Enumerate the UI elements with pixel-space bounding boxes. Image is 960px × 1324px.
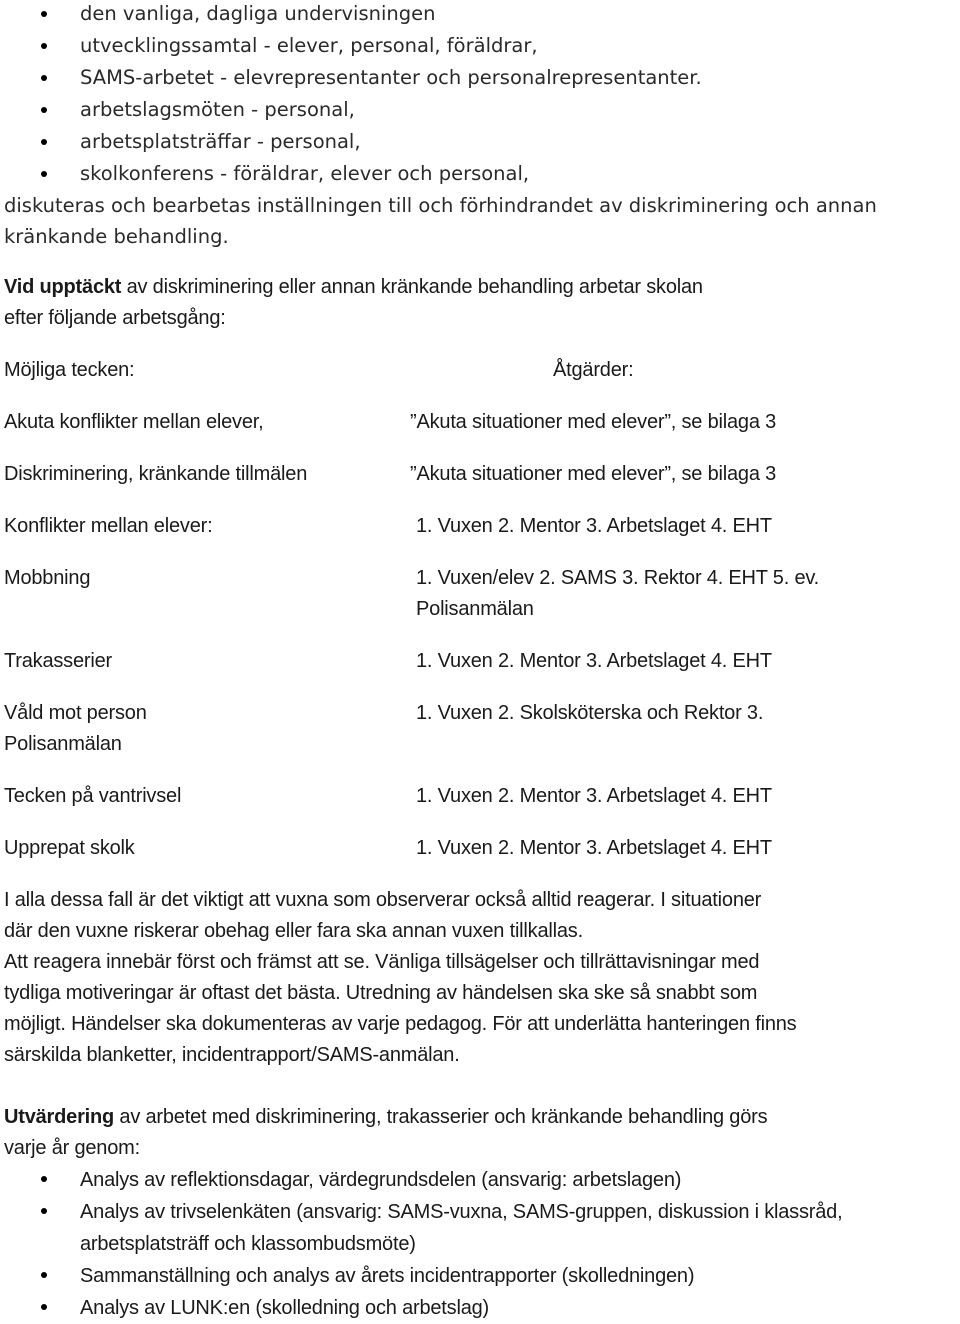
bullet-icon bbox=[41, 1272, 47, 1278]
bullet-icon bbox=[41, 107, 47, 113]
bullet-icon bbox=[41, 171, 47, 177]
header-signs: Möjliga tecken: bbox=[4, 359, 135, 381]
bullet-icon bbox=[41, 43, 47, 49]
header-actions: Åtgärder: bbox=[553, 359, 634, 381]
bullet-icon bbox=[41, 1208, 47, 1214]
top-section bbox=[0, 0, 960, 248]
bullet-icon bbox=[41, 1176, 47, 1182]
list-item: arbetsplatsträffar - personal, bbox=[0, 128, 960, 160]
bullet-icon bbox=[41, 1304, 47, 1310]
bullet-icon bbox=[41, 139, 47, 145]
evaluation-paragraph: Utvärdering av arbetet med diskriminering, trakasserier och kränkande behandling görs varje år genom: bbox=[4, 1106, 768, 1159]
bullet-icon bbox=[41, 75, 47, 81]
list-item: SAMS-arbetet - elevrepresentanter och personalrepresentanter. bbox=[0, 64, 960, 96]
list-item: utvecklingssamtal - elever, personal, föräldrar, bbox=[0, 32, 960, 64]
list-item: den vanliga, dagliga undervisningen bbox=[0, 0, 960, 32]
list-item: skolkonferens - föräldrar, elever och personal, bbox=[0, 160, 960, 192]
reaction-paragraph: I alla dessa fall är det viktigt att vuxna som observerar också alltid reagerar. I situationer där den vuxne riskerar obehag eller fara ska annan vuxen tillkallas. Att reagera innebär först och främst att se. Vänliga tillsägelser och tillrättavisningar med tydliga motiveringar är oftast det bästa. Utredning av händelsen ska ske så snabbt som möjligt. Händelser ska dokumenteras av varje pedagog. För att underlätta hanteringen finns särskilda blanketter, incidentrapport/SAMS-anmälan. bbox=[4, 889, 797, 1066]
document-page: den vanliga, dagliga undervisningen utvecklingssamtal - elever, personal, föräldrar, SAMS-arbetet - elevrepresentanter och personalrepresentanter. arbetslagsmöten - personal, arbetsplatsträffar - personal, skolkonferens - föräldrar, elever och personal, diskuteras och bearbetas inställningen till och förhindrandet av diskriminering och annan kränkande behandling. Vid upptäckt av diskriminering eller annan kränkande behandling arbetar skolan efter följande arbetsgång: Möjliga tecken: Åtgärder: Akuta konflikter mellan elever, ”Akuta situationer med elever”, se bilaga 3 Diskriminering, kränkande tillmälen ”Akuta situationer med elever”, se bilaga 3 Konflikter mellan elever: 1. Vuxen 2. Mentor 3. Arbetslaget 4. EHT Mobbning 1. Vuxen/elev 2. SAMS 3. Rektor 4. EHT 5. ev. Polisanmälan Trakasserier 1. Vuxen 2. Mentor 3. Arbetslaget 4. EHT Våld mot person Polisanmälan 1. Vuxen 2. Skolsköterska och Rektor 3. Tecken på vantrivsel 1. Vuxen 2. Mentor 3. Arbetslaget 4. EHT Upprepat skolk 1. Vuxen 2. Mentor 3. Arbetslaget 4. EHT I alla dessa fall är det viktigt att vuxna som observerar också alltid reagerar. I situationer där den vuxne riskerar obehag eller fara ska annan vuxen tillkallas. Att reagera innebär först och främst att se. Vänliga tillsägelser och tillrättavisningar med tydliga motiveringar är oftast det bästa. Utredning av händelsen ska ske så snabbt som möjligt. Händelser ska dokumenteras av varje pedagog. För att underlätta hanteringen finns särskilda blanketter, incidentrapport/SAMS-anmälan. Utvärdering av arbetet med diskriminering, trakasserier och kränkande behandling görs varje år genom: Analys av reflektionsdagar, värdegrundsdelen (ansvarig: arbetslagen) Analys av trivselenkäten (ansvarig: SAMS-vuxna, SAMS-gruppen, diskussion i klassråd, arbetsplatsträff och klassombudsmöte) Sammanställning och analys av årets incidentrapporter (skolledningen) Analys av LUNK:en (skolledning och arbetslag) bbox=[0, 0, 960, 1321]
intro-paragraph: diskuteras och bearbetas inställningen till och förhindrandet av diskriminering och annan kränkande behandling. bbox=[4, 194, 877, 248]
bullet-icon bbox=[41, 11, 47, 17]
list-item: arbetslagsmöten - personal, bbox=[0, 96, 960, 128]
forum-list bbox=[0, 0, 960, 192]
upptackt-paragraph: Vid upptäckt av diskriminering eller annan kränkande behandling arbetar skolan efter följande arbetsgång: bbox=[4, 276, 703, 329]
